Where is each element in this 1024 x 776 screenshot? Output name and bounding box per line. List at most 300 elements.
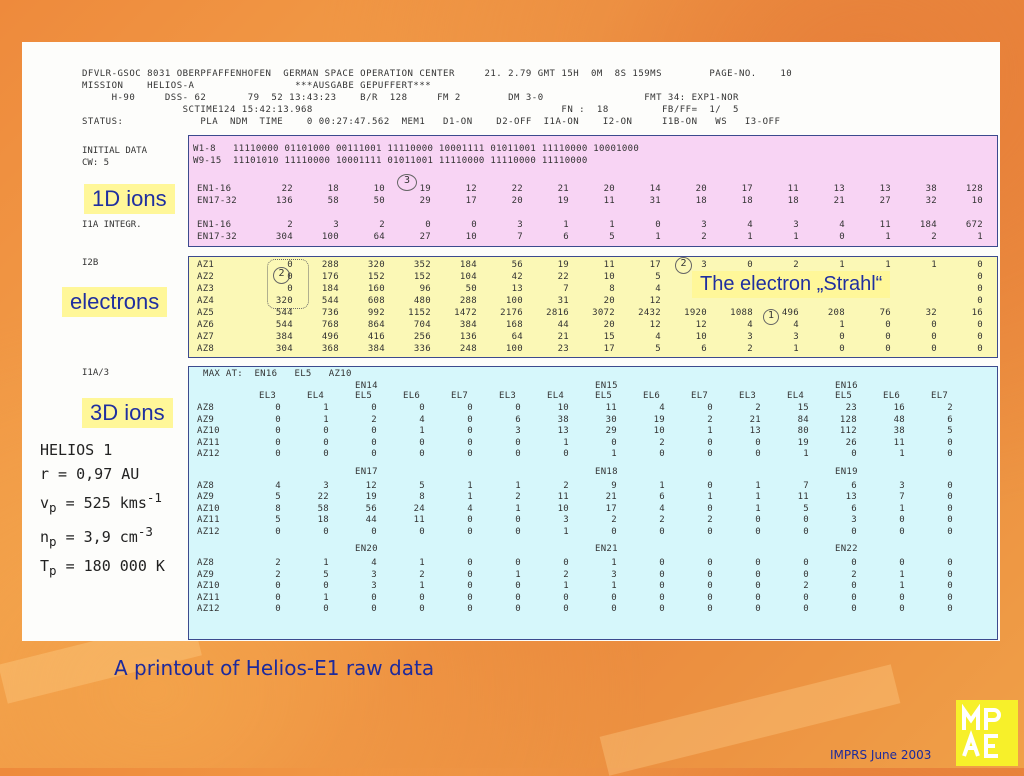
cyan-cell: 0	[851, 604, 857, 614]
yellow-cell: 0	[747, 260, 753, 270]
cyan-cell: 2	[419, 569, 425, 580]
cyan-row-label: AZ12	[197, 604, 220, 614]
cyan-cell: 17	[605, 503, 617, 514]
cyan-cell: 0	[323, 581, 329, 591]
yellow-row-label: AZ8	[197, 344, 215, 354]
cyan-cell: 0	[899, 526, 905, 537]
cyan-cell: 0	[947, 592, 953, 603]
pink-cell: 6	[563, 232, 569, 242]
yellow-cell: 1472	[454, 308, 477, 318]
cyan-cell: 1	[419, 581, 425, 591]
cyan-cell: 2	[563, 480, 569, 491]
yellow-cell: 76	[879, 308, 891, 318]
cyan-cell: 24	[413, 503, 425, 514]
cyan-cell: 0	[707, 569, 713, 580]
cyan-cell: 0	[947, 503, 953, 514]
yellow-cell: 100	[505, 344, 523, 354]
yellow-cell: 184	[321, 284, 339, 294]
pink-cell: 20	[603, 184, 615, 194]
cyan-cell: 0	[467, 449, 473, 459]
cyan-cell: 22	[317, 492, 329, 502]
yellow-cell: 0	[931, 332, 937, 342]
cyan-cell: 1	[803, 449, 809, 459]
label-initial-data: INITIAL DATA	[82, 146, 148, 156]
cyan-cell: 11	[797, 492, 809, 502]
cyan-cell: 1	[755, 480, 761, 491]
yellow-cell: 544	[275, 320, 293, 330]
cyan-cell: 5	[275, 515, 281, 525]
cyan-cell: 0	[371, 403, 377, 413]
pink-cell: 20	[511, 196, 523, 206]
cyan-cell: 1	[563, 437, 569, 448]
cyan-cell: 0	[563, 449, 569, 459]
helios-velocity: $v_p = 525$ kms$^{-1}$	[40, 490, 162, 515]
cyan-cell: 0	[419, 403, 425, 413]
cyan-cell: 1	[467, 480, 473, 491]
cyan-cell: 0	[515, 526, 521, 537]
yellow-cell: 480	[413, 296, 431, 306]
yellow-cell: 1088	[730, 308, 753, 318]
pink-row-label: EN1-16	[197, 184, 232, 194]
pink-cell: 1	[977, 232, 983, 242]
annotation-circle-3: 3	[397, 174, 417, 191]
pink-cell: 10	[373, 184, 385, 194]
pink-cell: 38	[925, 184, 937, 194]
pink-cell: 18	[741, 196, 753, 206]
cyan-cell: 3	[371, 581, 377, 591]
helios-parameters	[40, 438, 165, 583]
cyan-energy-head: EN16	[835, 381, 858, 391]
cyan-cell: 0	[947, 437, 953, 448]
tag-3d-ions: 3D ions	[82, 398, 173, 428]
cyan-cell: 0	[419, 604, 425, 614]
pink-cell: 128	[965, 184, 983, 194]
cyan-cell: 0	[755, 569, 761, 580]
yellow-cell: 544	[321, 296, 339, 306]
cyan-cell: 58	[317, 503, 329, 514]
cyan-cell: 5	[275, 492, 281, 502]
max-at-line: MAX AT: EN16 EL5 AZ10	[203, 369, 352, 379]
cyan-elevation-head: EL7	[931, 391, 949, 401]
cyan-cell: 2	[755, 403, 761, 413]
pink-cell: 2	[379, 220, 385, 230]
cyan-cell: 0	[467, 437, 473, 448]
cyan-cell: 1	[323, 414, 329, 425]
pink-cell: 1	[609, 220, 615, 230]
cyan-cell: 0	[803, 604, 809, 614]
yellow-row-label: AZ3	[197, 284, 215, 294]
pink-cell: 18	[787, 196, 799, 206]
cyan-cell: 11	[557, 492, 569, 502]
cyan-cell: 0	[899, 592, 905, 603]
cyan-row-label: AZ10	[197, 503, 220, 514]
cyan-cell: 2	[515, 492, 521, 502]
pink-cell: 3	[517, 220, 523, 230]
yellow-cell: 0	[977, 332, 983, 342]
pink-row-label: EN1-16	[197, 220, 232, 230]
yellow-cell: 3072	[592, 308, 615, 318]
yellow-cell: 17	[649, 260, 661, 270]
cyan-cell: 13	[749, 426, 761, 436]
cyan-cell: 19	[797, 437, 809, 448]
yellow-cell: 12	[649, 320, 661, 330]
cyan-cell: 0	[275, 592, 281, 603]
pink-panel-1d-ions	[188, 135, 998, 247]
cyan-cell: 6	[659, 492, 665, 502]
yellow-cell: 320	[367, 260, 385, 270]
yellow-cell: 12	[695, 320, 707, 330]
pink-cell: 672	[965, 220, 983, 230]
yellow-cell: 384	[459, 320, 477, 330]
cyan-cell: 128	[839, 414, 857, 425]
cyan-cell: 0	[515, 449, 521, 459]
yellow-cell: 31	[557, 296, 569, 306]
cyan-cell: 0	[275, 414, 281, 425]
cyan-cell: 0	[419, 526, 425, 537]
helios-temperature: $T_p = 180$ 000 K	[40, 557, 165, 578]
tag-electron-strahl: The electron „Strahl“	[692, 271, 890, 298]
pink-cell: 32	[925, 196, 937, 206]
pink-cell: 10	[971, 196, 983, 206]
cyan-cell: 0	[707, 437, 713, 448]
yellow-cell: 0	[977, 344, 983, 354]
yellow-cell: 864	[367, 320, 385, 330]
cyan-cell: 0	[707, 449, 713, 459]
printout-header	[82, 68, 792, 128]
cyan-cell: 1	[323, 558, 329, 568]
cyan-elevation-head: EL3	[259, 391, 277, 401]
pink-cell: 1	[563, 220, 569, 230]
cyan-cell: 3	[851, 515, 857, 525]
cyan-cell: 2	[707, 515, 713, 525]
cyan-cell: 26	[845, 437, 857, 448]
yellow-cell: 1	[839, 320, 845, 330]
cyan-cell: 1	[611, 558, 617, 568]
cyan-row-label: AZ12	[197, 526, 220, 537]
annotation-circle-2b: 2	[675, 257, 692, 274]
yellow-cell: 10	[695, 332, 707, 342]
printout-sheet	[22, 42, 1000, 641]
cyan-cell: 16	[893, 403, 905, 413]
helios-density: $n_p = 3,9$ $cm^{-3}$	[40, 524, 153, 549]
cyan-cell: 0	[947, 604, 953, 614]
cyan-row-label: AZ9	[197, 569, 215, 580]
cyan-cell: 0	[371, 592, 377, 603]
cyan-cell: 0	[611, 437, 617, 448]
yellow-cell: 208	[827, 308, 845, 318]
cyan-cell: 1	[755, 492, 761, 502]
yellow-cell: 704	[413, 320, 431, 330]
cyan-cell: 10	[557, 503, 569, 514]
cyan-row-label: AZ11	[197, 592, 220, 603]
yellow-cell: 7	[563, 284, 569, 294]
header-line: SCTIME124 15:42:13.968 FN : 18 FB/FF= 1/ 5	[82, 105, 739, 115]
cyan-cell: 1	[563, 526, 569, 537]
yellow-cell: 416	[367, 332, 385, 342]
cyan-cell: 0	[467, 414, 473, 425]
yellow-cell: 12	[649, 296, 661, 306]
cyan-elevation-head: EL4	[307, 391, 325, 401]
yellow-row-label: AZ7	[197, 332, 215, 342]
cyan-cell: 0	[419, 449, 425, 459]
yellow-cell: 168	[505, 320, 523, 330]
yellow-cell: 4	[655, 284, 661, 294]
header-line: DFVLR-GSOC 8031 OBERPFAFFENHOFEN GERMAN SPACE OPERATION CENTER 21. 2.79 GMT 15H 0M 8S 159MS PAGE-NO. 10	[82, 69, 793, 79]
pink-cell: 4	[839, 220, 845, 230]
cyan-cell: 1	[515, 480, 521, 491]
cyan-cell: 3	[515, 426, 521, 436]
pink-cell: 19	[419, 184, 431, 194]
yellow-cell: 5	[655, 344, 661, 354]
cyan-cell: 0	[275, 581, 281, 591]
yellow-cell: 100	[505, 296, 523, 306]
pink-cell: 184	[919, 220, 937, 230]
yellow-cell: 10	[603, 272, 615, 282]
helios-distance: r = 0,97 AU	[40, 465, 140, 483]
cyan-cell: 0	[275, 403, 281, 413]
cyan-cell: 10	[557, 403, 569, 413]
yellow-cell: 19	[557, 260, 569, 270]
cyan-energy-head: EN22	[835, 544, 858, 554]
pink-cell: 1	[747, 232, 753, 242]
pink-cell: 19	[557, 196, 569, 206]
cyan-cell: 0	[851, 449, 857, 459]
cyan-cell: 3	[899, 480, 905, 491]
pink-row-label: EN17-32	[197, 196, 238, 206]
cyan-energy-head: EN19	[835, 466, 858, 477]
cyan-row-label: AZ8	[197, 558, 215, 568]
cyan-cell: 56	[365, 503, 377, 514]
annotation-circle-2a: 2	[273, 267, 290, 284]
yellow-cell: 64	[511, 332, 523, 342]
yellow-cell: 992	[367, 308, 385, 318]
pink-cell: 304	[275, 232, 293, 242]
cyan-elevation-head: EL6	[883, 391, 901, 401]
mpae-logo	[956, 700, 1018, 766]
cyan-cell: 0	[755, 604, 761, 614]
cyan-cell: 0	[563, 592, 569, 603]
yellow-cell: 2176	[500, 308, 523, 318]
yellow-cell: 3	[747, 332, 753, 342]
pink-cell: 4	[747, 220, 753, 230]
yellow-cell: 0	[931, 320, 937, 330]
cyan-cell: 2	[275, 569, 281, 580]
cyan-cell: 5	[419, 480, 425, 491]
cyan-cell: 6	[947, 414, 953, 425]
cyan-cell: 1	[755, 503, 761, 514]
yellow-row-label: AZ6	[197, 320, 215, 330]
cyan-cell: 0	[707, 403, 713, 413]
cyan-energy-head: EN21	[595, 544, 618, 554]
cyan-cell: 0	[611, 526, 617, 537]
cyan-cell: 6	[851, 503, 857, 514]
pink-cell: 1	[885, 232, 891, 242]
cyan-cell: 0	[563, 558, 569, 568]
pink-cell: 2	[931, 232, 937, 242]
yellow-cell: 544	[275, 308, 293, 318]
cyan-cell: 0	[371, 437, 377, 448]
cyan-cell: 84	[797, 414, 809, 425]
cyan-cell: 0	[467, 569, 473, 580]
yellow-cell: 4	[747, 320, 753, 330]
yellow-cell: 8	[609, 284, 615, 294]
cyan-row-label: AZ11	[197, 437, 220, 448]
cyan-cell: 2	[659, 437, 665, 448]
cyan-cell: 1	[419, 426, 425, 436]
cyan-cell: 0	[659, 592, 665, 603]
pink-cell: 0	[839, 232, 845, 242]
cyan-row-label: AZ10	[197, 426, 220, 436]
cyan-elevation-head: EL6	[643, 391, 661, 401]
yellow-cell: 0	[977, 284, 983, 294]
cyan-cell: 2	[947, 403, 953, 413]
yellow-cell: 288	[321, 260, 339, 270]
caption: A printout of Helios-E1 raw data	[114, 656, 435, 680]
cyan-cell: 4	[467, 503, 473, 514]
yellow-cell: 496	[321, 332, 339, 342]
cyan-cell: 0	[275, 437, 281, 448]
cyan-cell: 0	[947, 558, 953, 568]
cyan-cell: 48	[893, 414, 905, 425]
cyan-cell: 30	[605, 414, 617, 425]
cyan-cell: 8	[275, 503, 281, 514]
pink-cell: 27	[419, 232, 431, 242]
cyan-energy-head: EN14	[355, 381, 378, 391]
pink-row-label: EN17-32	[197, 232, 238, 242]
cyan-cell: 0	[947, 581, 953, 591]
cyan-cell: 0	[467, 592, 473, 603]
yellow-cell: 320	[275, 296, 293, 306]
cyan-cell: 0	[371, 449, 377, 459]
cyan-cell: 0	[851, 526, 857, 537]
cyan-cell: 1	[707, 426, 713, 436]
footer-date: IMPRS June 2003	[830, 748, 932, 762]
cyan-elevation-head: EL5	[595, 391, 613, 401]
pink-cell: 0	[655, 220, 661, 230]
cyan-row-label: AZ9	[197, 414, 215, 425]
pink-cell: 3	[701, 220, 707, 230]
cyan-cell: 1	[419, 558, 425, 568]
yellow-cell: 288	[459, 296, 477, 306]
cyan-cell: 0	[707, 558, 713, 568]
cyan-cell: 1	[323, 403, 329, 413]
cyan-cell: 0	[467, 515, 473, 525]
cyan-cell: 3	[611, 569, 617, 580]
cyan-cell: 0	[659, 526, 665, 537]
cyan-cell: 0	[707, 592, 713, 603]
cyan-cell: 0	[659, 604, 665, 614]
yellow-cell: 3	[793, 332, 799, 342]
pink-cell: 2	[701, 232, 707, 242]
cyan-cell: 0	[899, 604, 905, 614]
cyan-cell: 0	[947, 569, 953, 580]
cyan-row-label: AZ11	[197, 515, 220, 525]
yellow-cell: 56	[511, 260, 523, 270]
yellow-cell: 0	[839, 332, 845, 342]
cyan-cell: 0	[323, 526, 329, 537]
cyan-cell: 0	[755, 558, 761, 568]
helios-title: HELIOS 1	[40, 441, 113, 459]
cyan-cell: 0	[851, 558, 857, 568]
yellow-cell: 160	[367, 284, 385, 294]
pink-cell: 21	[833, 196, 845, 206]
cyan-cell: 0	[755, 581, 761, 591]
cyan-cell: 0	[755, 515, 761, 525]
pink-cell: 14	[649, 184, 661, 194]
cyan-cell: 0	[755, 437, 761, 448]
cyan-cell: 2	[851, 569, 857, 580]
yellow-cell: 1	[839, 260, 845, 270]
pink-cell: 18	[695, 196, 707, 206]
cyan-cell: 0	[851, 581, 857, 591]
pink-cell: 27	[879, 196, 891, 206]
cyan-cell: 0	[803, 515, 809, 525]
yellow-cell: 1	[931, 260, 937, 270]
pink-cell: 21	[557, 184, 569, 194]
cyan-cell: 0	[515, 592, 521, 603]
cyan-cell: 0	[515, 558, 521, 568]
yellow-cell: 304	[275, 344, 293, 354]
cyan-cell: 0	[323, 449, 329, 459]
cyan-cell: 0	[755, 526, 761, 537]
cyan-cell: 0	[323, 426, 329, 436]
yellow-cell: 104	[459, 272, 477, 282]
yellow-cell: 2816	[546, 308, 569, 318]
pink-cell: 3	[793, 220, 799, 230]
cyan-energy-head: EN15	[595, 381, 618, 391]
cyan-cell: 13	[557, 426, 569, 436]
cyan-cell: 2	[371, 414, 377, 425]
cyan-cell: 0	[323, 437, 329, 448]
label-i1a-integr: I1A INTEGR.	[82, 220, 142, 230]
label-i1a3: I1A/3	[82, 368, 110, 378]
cyan-cell: 0	[275, 449, 281, 459]
yellow-cell: 22	[557, 272, 569, 282]
cyan-cell: 0	[899, 515, 905, 525]
pink-cell: 5	[609, 232, 615, 242]
pink-cell: 0	[425, 220, 431, 230]
cyan-cell: 0	[947, 480, 953, 491]
cyan-cell: 0	[515, 581, 521, 591]
cyan-cell: 80	[797, 426, 809, 436]
pink-cell: 7	[517, 232, 523, 242]
yellow-cell: 23	[557, 344, 569, 354]
cyan-cell: 0	[707, 503, 713, 514]
cyan-cell: 18	[317, 515, 329, 525]
cyan-cell: 4	[659, 503, 665, 514]
cyan-energy-head: EN17	[355, 466, 378, 477]
cyan-cell: 1	[899, 581, 905, 591]
yellow-cell: 736	[321, 308, 339, 318]
cyan-cell: 112	[839, 426, 857, 436]
yellow-cell: 17	[603, 344, 615, 354]
cyan-cell: 11	[605, 403, 617, 413]
cyan-cell: 0	[659, 449, 665, 459]
pink-cell: 17	[465, 196, 477, 206]
cyan-cell: 0	[467, 426, 473, 436]
cyan-elevation-head: EL3	[739, 391, 757, 401]
yellow-cell: 0	[885, 344, 891, 354]
yellow-cell: 32	[925, 308, 937, 318]
header-line: STATUS: PLA NDM TIME 0 00:27:47.562 MEM1 D1-ON D2-OFF I1A-ON I2-ON I1B-ON WS I3-OFF	[82, 117, 781, 127]
cyan-cell: 0	[515, 515, 521, 525]
cyan-cell: 0	[371, 426, 377, 436]
yellow-cell: 20	[603, 296, 615, 306]
pink-cell: 20	[695, 184, 707, 194]
cyan-cell: 0	[947, 492, 953, 502]
cyan-cell: 6	[515, 414, 521, 425]
cyan-cell: 0	[467, 403, 473, 413]
